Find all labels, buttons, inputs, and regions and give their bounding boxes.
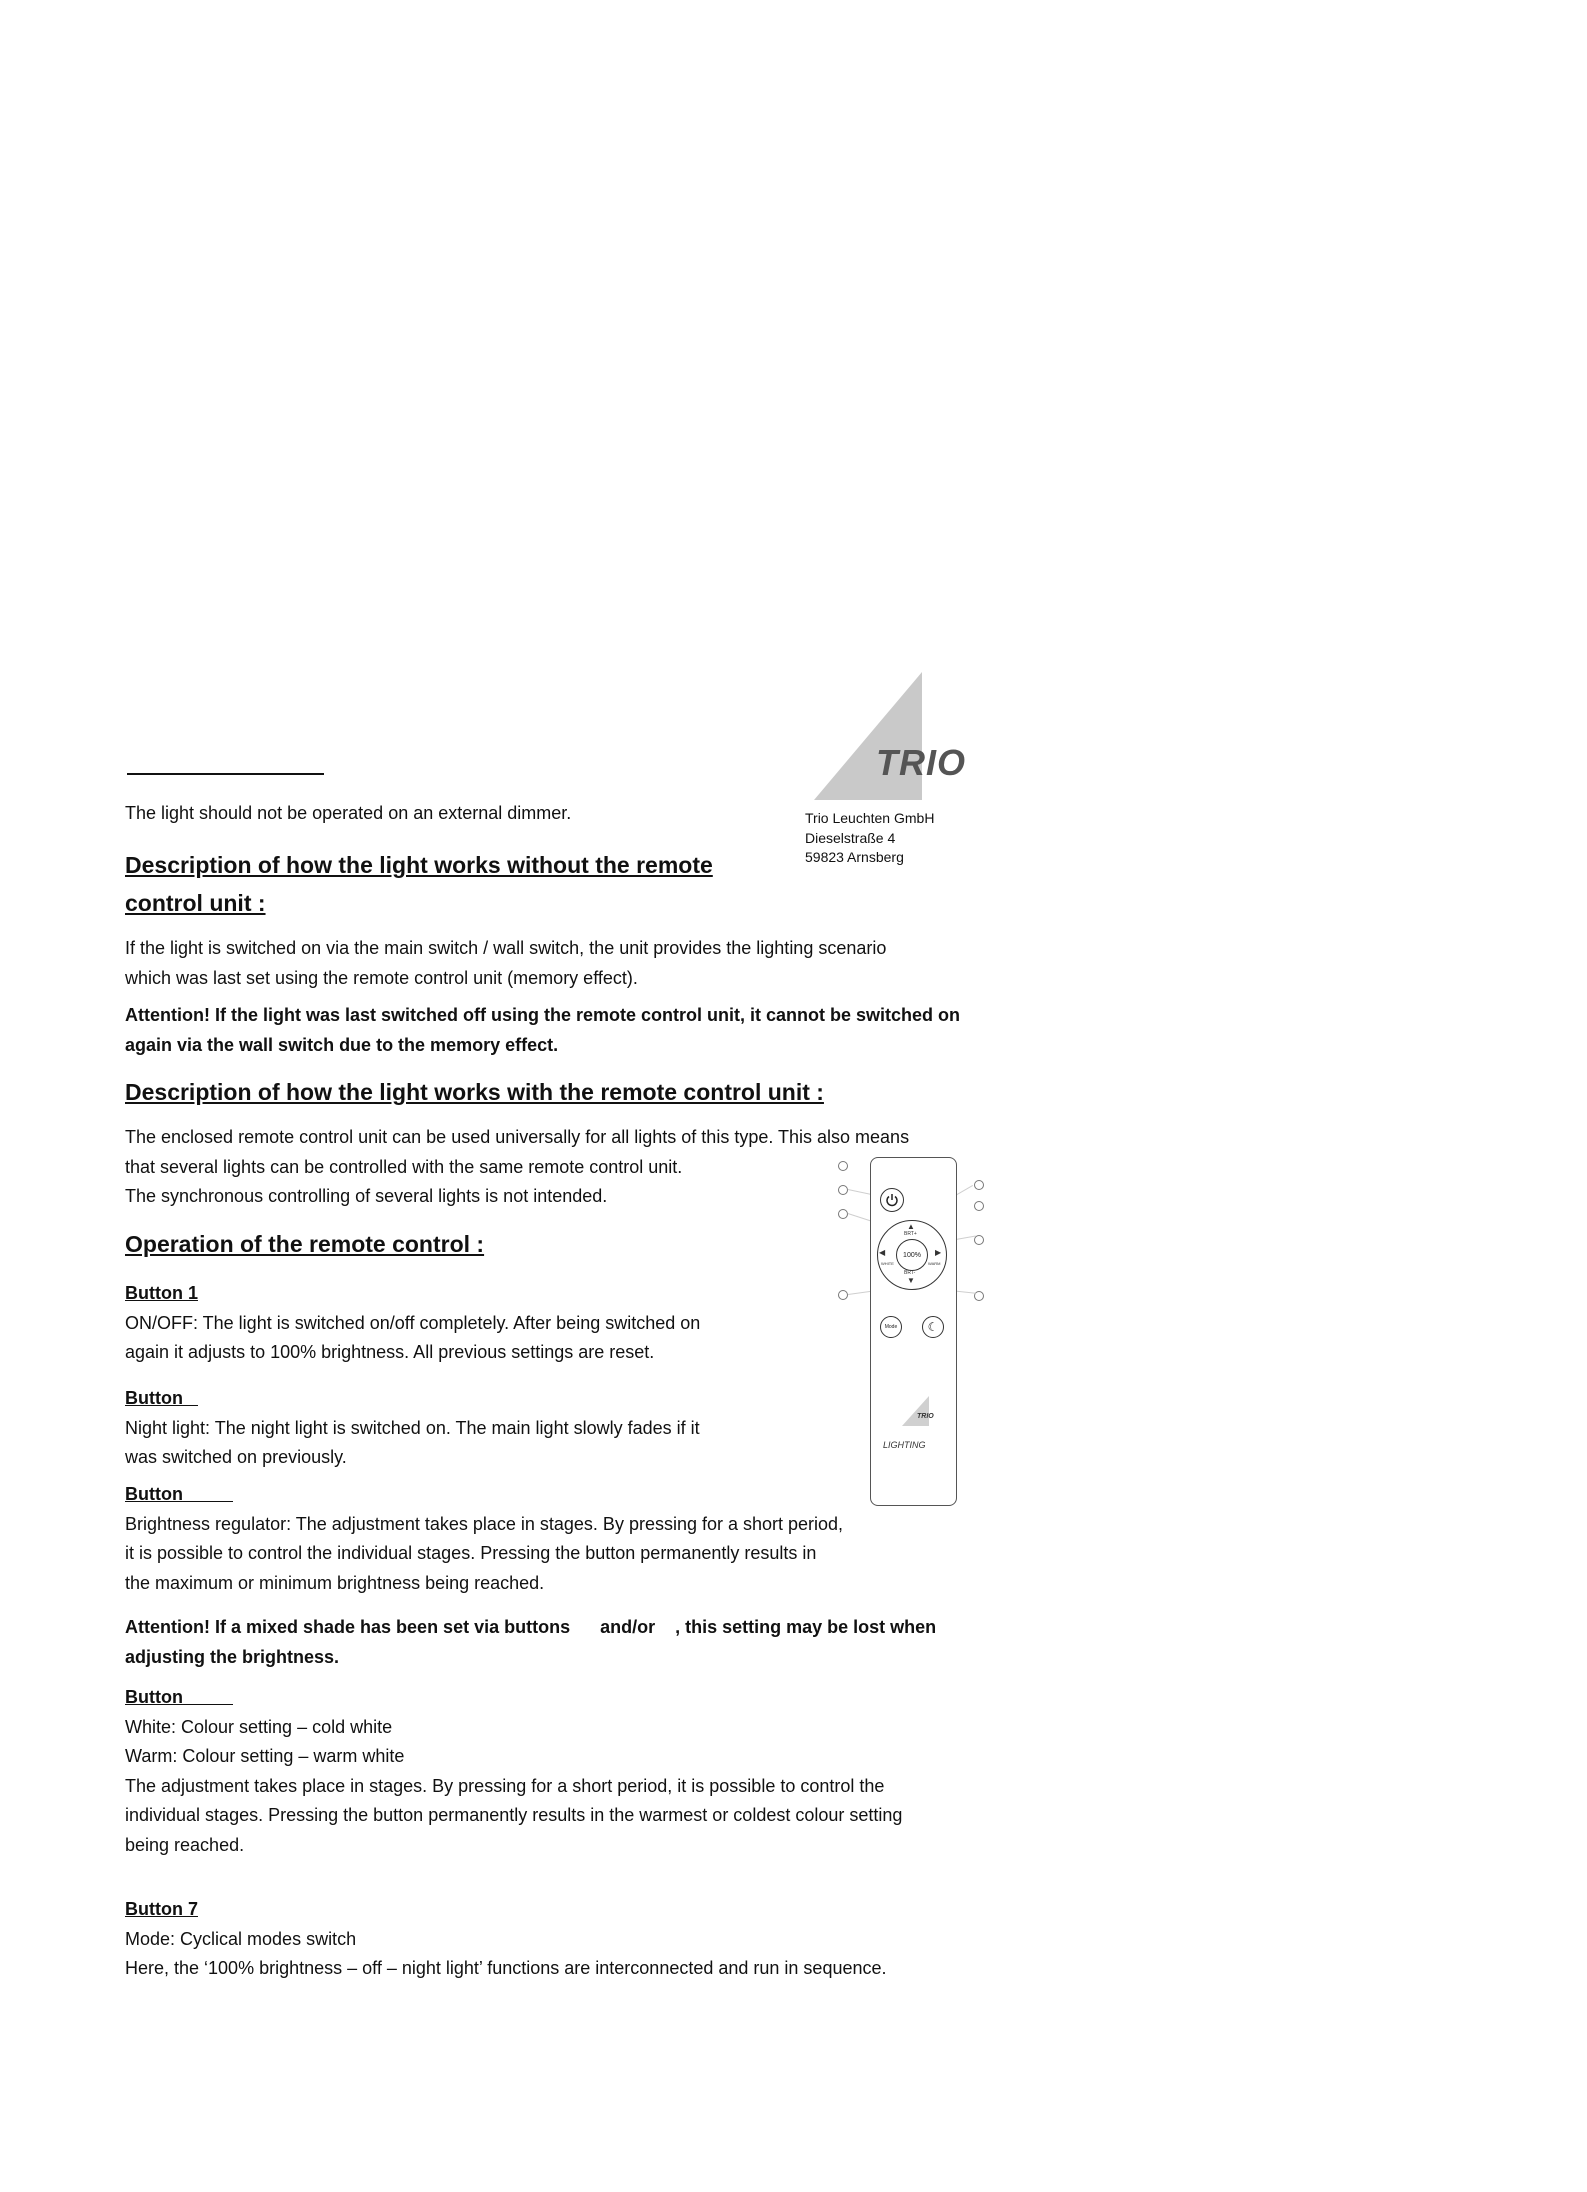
attention2-part3: , this setting may be lost when [675,1617,937,1637]
callout-dot-right-2 [974,1201,984,1211]
left-arrow-icon: ◀ [879,1248,886,1257]
center-100-button [896,1239,928,1271]
button-brightness-line3: the maximum or minimum brightness being reached. [125,1572,545,1593]
attention2-line1 [125,1613,985,1643]
button-night-block [125,1384,825,1473]
button-brightness-block [125,1480,985,1598]
section-without-remote [125,846,945,922]
button-night-title [125,1384,825,1414]
section1-line2: which was last set using the remote control unit (memory effect). [125,967,638,988]
remote-tagline: LIGHTING [883,1440,926,1450]
remote-control-illustration [870,1157,957,1506]
attention2-part2: and/or [600,1617,656,1637]
callout-dot-left-2 [838,1185,848,1195]
button1-block [125,1279,825,1368]
trio-logo-wordmark: TRIO [876,742,966,783]
callout-dot-left-3 [838,1209,848,1219]
section2-heading: Description of how the light works with the remote control unit : [125,1079,824,1105]
attention1-line1: Attention! If the light was last switched off using the remote control unit, it cannot be switched on [125,1005,961,1025]
button-night-title-text: Button [125,1388,183,1408]
remote-down-label: BRT- [904,1270,916,1276]
button1-title: Button 1 [125,1283,198,1303]
button-brightness-line1: Brightness regulator: The adjustment takes place in stages. By pressing for a short period, [125,1513,844,1534]
power-button [880,1188,904,1212]
section1-body [125,934,975,993]
down-arrow-icon: ▼ [907,1276,915,1285]
button-colour-line2: Warm: Colour setting – warm white [125,1746,405,1766]
callout-dot-left-1 [838,1161,848,1171]
attention2-line2: adjusting the brightness. [125,1646,340,1667]
section1-heading-line1: Description of how the light works without the remote [125,852,713,878]
attention1-line2: again via the wall switch due to the memory effect. [125,1034,559,1055]
section1-line1: If the light is switched on via the main switch / wall switch, the unit provides the lighting scenario [125,938,887,958]
company-name: Trio Leuchten GmbH [805,810,935,826]
button7-block [125,1895,1025,1984]
right-arrow-icon: ▶ [935,1248,942,1257]
button-brightness-title [125,1480,985,1510]
remote-trio-logo-triangle [901,1395,931,1427]
mode-label: Mode [884,1324,898,1330]
up-arrow-icon: ▲ [907,1222,915,1231]
remote-brand: TRIO [917,1413,934,1420]
button7-line2: Here, the ‘100% brightness – off – night light’ functions are interconnected and run in sequence. [125,1958,887,1978]
button1-line2: again it adjusts to 100% brightness. All previous settings are reset. [125,1342,655,1362]
section2-line1: The enclosed remote control unit can be used universally for all lights of this type. This also means [125,1127,910,1147]
callout-dot-left-4 [838,1290,848,1300]
button-night-line1: Night light: The night light is switched on. The main light slowly fades if it [125,1417,700,1438]
section2-line2: that several lights can be controlled with the same remote control unit. [125,1156,683,1177]
section1-heading-line2: control unit : [125,890,266,916]
button-brightness-line2: it is possible to control the individual stages. Pressing the button permanently results in [125,1543,817,1563]
header-rule [127,773,324,775]
remote-left-label: WHITE [881,1261,894,1266]
section3-heading: Operation of the remote control : [125,1231,485,1257]
mode-button [880,1316,902,1338]
button-colour-line4: individual stages. Pressing the button permanently results in the warmest or coldest colour setting [125,1805,903,1825]
attention2-block [125,1613,985,1672]
night-light-button [922,1316,944,1338]
button-colour-line1: White: Colour setting – cold white [125,1716,393,1737]
button-colour-line3: The adjustment takes place in stages. By pressing for a short period, it is possible to control the [125,1775,885,1796]
button-night-line2: was switched on previously. [125,1447,347,1467]
intro-text: The light should not be operated on an external dimmer. [125,803,572,823]
moon-icon: ☾ [927,1320,939,1334]
section2-line3: The synchronous controlling of several lights is not intended. [125,1186,608,1206]
company-city: 59823 Arnsberg [805,849,904,865]
button7-title: Button 7 [125,1899,198,1919]
button-colour-title [125,1683,985,1713]
button-colour-block [125,1683,985,1860]
button-colour-line5: being reached. [125,1834,245,1855]
button1-line1: ON/OFF: The light is switched on/off completely. After being switched on [125,1312,701,1333]
attention2-part1: Attention! If a mixed shade has been set via buttons [125,1617,571,1637]
button7-line1: Mode: Cyclical modes switch [125,1928,357,1949]
callout-dot-right-1 [974,1180,984,1190]
company-street: Dieselstraße 4 [805,829,896,846]
button-colour-title-text: Button [125,1687,183,1707]
remote-right-label: WARM [928,1261,941,1266]
center-100-label: 100% [903,1251,921,1259]
power-icon [885,1193,899,1207]
button-brightness-title-text: Button [125,1484,183,1504]
remote-up-label: BRT+ [904,1231,917,1237]
section1-attention [125,1001,975,1060]
